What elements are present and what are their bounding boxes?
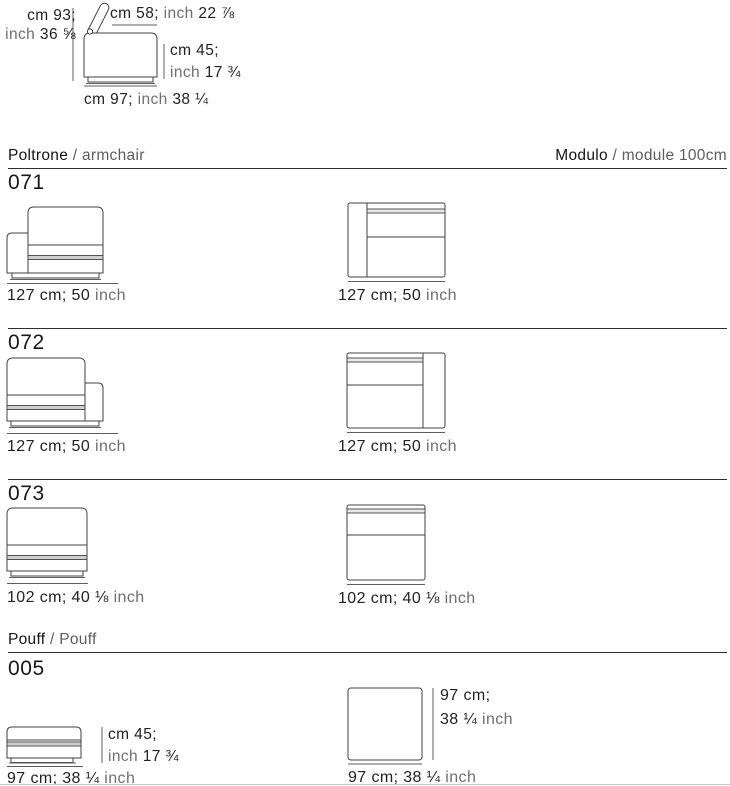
module-outline xyxy=(347,505,425,580)
side-width-label: cm 97; inch 38 ¼ xyxy=(84,91,209,108)
pouf-top-width-label: 97 cm; 38 ¼ inch xyxy=(348,769,477,786)
row-divider-1 xyxy=(8,328,727,329)
backrest-band xyxy=(367,209,445,213)
pouf-section-header xyxy=(8,629,727,653)
front-view-071-label: 127 cm; 50 inch xyxy=(7,287,126,304)
module-outline xyxy=(347,353,445,428)
top-view-073-drawing xyxy=(338,500,458,600)
base-plinth xyxy=(11,571,83,576)
side-seat-height-label: cm 45; inch 17 ¾ xyxy=(170,42,241,81)
backrest-band xyxy=(347,358,423,362)
seat-body-outline xyxy=(84,33,157,77)
right-armrest-outline xyxy=(85,383,103,421)
base-plinth xyxy=(88,77,153,82)
top-view-071-label: 127 cm; 50 inch xyxy=(338,287,457,304)
module-outline xyxy=(348,203,445,277)
cushion-band xyxy=(7,556,87,560)
armchair-section-title: Poltrone / armchair xyxy=(8,147,145,164)
cushion-band xyxy=(28,256,103,260)
front-view-072-label: 127 cm; 50 inch xyxy=(7,438,126,455)
pouf-outline xyxy=(348,688,422,760)
row-divider-2 xyxy=(8,479,727,480)
cushion-band xyxy=(7,742,81,746)
base-plinth xyxy=(11,758,73,763)
pouf-front-width-label: 97 cm; 38 ¼ inch xyxy=(7,770,136,786)
base-plinth xyxy=(11,421,99,426)
body-outline xyxy=(7,508,87,571)
pouf-section-title: Pouff / Pouff xyxy=(8,631,97,648)
side-depth-label: cm 58; inch 22 ⅞ xyxy=(110,5,235,22)
side-height-label: cm 93; inch 36 ⅝ xyxy=(5,7,76,43)
headrest-hinge xyxy=(87,29,92,34)
armchair-section-header xyxy=(8,145,727,169)
front-view-073-label: 102 cm; 40 ⅛ inch xyxy=(7,589,145,606)
body-outline xyxy=(28,207,103,273)
top-view-073-label: 102 cm; 40 ⅛ inch xyxy=(338,590,476,607)
backrest-band xyxy=(347,509,425,513)
top-view-072-label: 127 cm; 50 inch xyxy=(338,438,457,455)
base-plinth xyxy=(12,273,99,278)
product-code-071: 071 xyxy=(8,171,45,194)
body-outline xyxy=(7,358,85,421)
module-section-title: Modulo / module 100cm xyxy=(555,147,727,164)
cushion-band xyxy=(7,406,85,410)
pouf-front-height-label: cm 45; inch 17 ¾ xyxy=(108,726,179,765)
top-view-071-drawing xyxy=(338,200,458,300)
product-code-073: 073 xyxy=(8,482,45,505)
left-armrest-outline xyxy=(7,233,28,273)
pouf-top-height-label: 97 cm; 38 ¼ inch xyxy=(440,687,513,728)
product-code-005: 005 xyxy=(8,657,45,680)
front-view-071-drawing xyxy=(0,200,140,300)
front-view-073-drawing xyxy=(0,500,140,600)
product-code-072: 072 xyxy=(8,331,45,354)
page-bottom-rule xyxy=(0,784,730,785)
